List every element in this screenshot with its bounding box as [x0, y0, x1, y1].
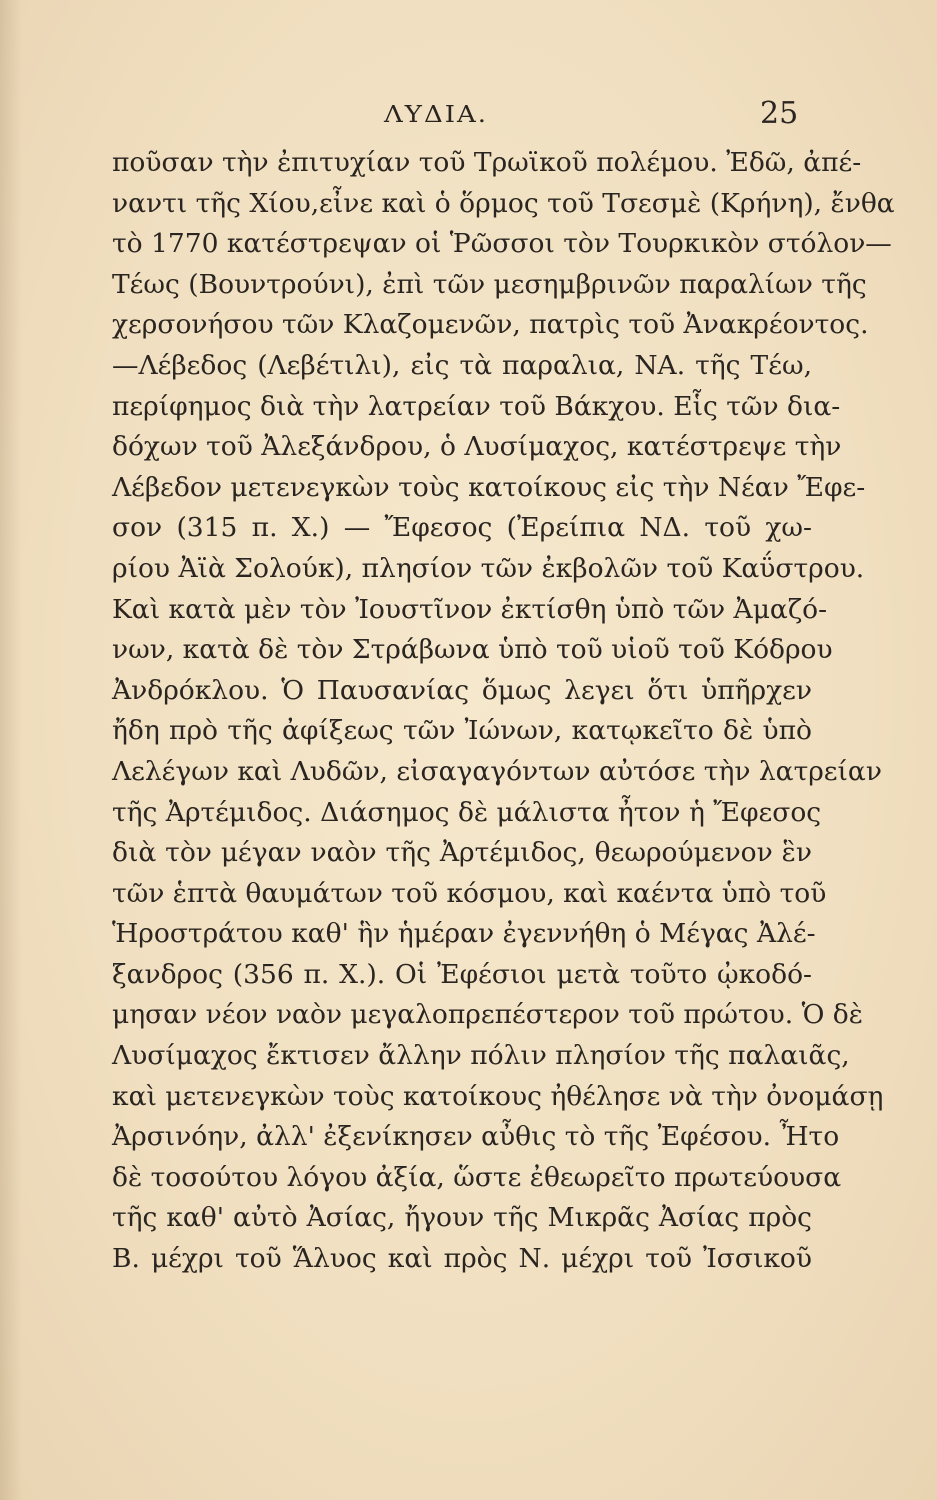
text-line: σον (315 π. Χ.) — Ἔφεσος (Ἐρείπια ΝΔ. τοῦ χω- [112, 512, 812, 544]
running-head: ΛΥΔΙΑ. [384, 101, 489, 129]
text-line: Λέβεδον μετενεγκὼν τοὺς κατοίκους εἰς τὴν Νέαν Ἔφε- [112, 471, 866, 503]
text-line: Β. μέχρι τοῦ Ἅλυος καὶ πρὸς Ν. μέχρι τοῦ Ἰσσικοῦ [112, 1243, 812, 1275]
body-text [112, 143, 895, 1280]
page-number: 25 [760, 96, 799, 131]
text-line: Λελέγων καὶ Λυδῶν, εἰσαγαγόντων αὐτόσε τὴν λατρείαν [112, 755, 882, 787]
text-line: ρίου Ἀϊὰ Σολούκ), πλησίον τῶν ἐκβολῶν τοῦ Καΰστρου. [112, 552, 865, 584]
text-line: διὰ τὸν μέγαν ναὸν τῆς Ἀρτέμιδος, θεωρούμενον ἓν [112, 837, 812, 869]
text-line: Καὶ κατὰ μὲν τὸν Ἰουστῖνον ἐκτίσθη ὑπὸ τῶν Ἀμαζό- [112, 593, 828, 625]
text-line: —Λέβεδος (Λεβέτιλι), εἰς τὰ παραλια, ΝΑ. τῆς Τέω, [112, 349, 812, 381]
text-line: νων, κατὰ δὲ τὸν Στράβωνα ὑπὸ τοῦ υἱοῦ τοῦ Κόδρου [112, 634, 833, 666]
text-line: περίφημος διὰ τὴν λατρείαν τοῦ Βάκχου. Εἷς τῶν δια- [112, 390, 841, 422]
text-line: τῶν ἑπτὰ θαυμάτων τοῦ κόσμου, καὶ καέντα ὑπὸ τοῦ [112, 877, 827, 909]
text-line: τὸ 1770 κατέστρεψαν οἱ Ῥῶσσοι τὸν Τουρκικὸν στόλον— [112, 228, 892, 260]
text-line: μησαν νέον ναὸν μεγαλοπρεπέστερον τοῦ πρώτου. Ὁ δὲ [112, 999, 863, 1031]
text-line: Ἡροστράτου καθ' ἣν ἡμέραν ἐγεννήθη ὁ Μέγας Ἀλέ- [112, 918, 816, 950]
text-line: καὶ μετενεγκὼν τοὺς κατοίκους ἠθέλησε νὰ τὴν ὀνομάσῃ [112, 1080, 884, 1112]
text-line: ξανδρος (356 π. Χ.). Οἱ Ἐφέσιοι μετὰ τοῦτο ᾠκοδό- [112, 958, 812, 990]
text-line: Τέως (Βουντρούνι), ἐπὶ τῶν μεσημβρινῶν παραλίων τῆς [112, 268, 867, 300]
text-line: δὲ τοσούτου λόγου ἀξία, ὥστε ἐθεωρεῖτο πρωτεύουσα [112, 1161, 842, 1193]
text-line: Ἀρσινόην, ἀλλ' ἐξενίκησεν αὖθις τὸ τῆς Ἐφέσου. Ἦτο [112, 1121, 840, 1153]
text-line: ναντι τῆς Χίου,εἶνε καὶ ὁ ὅρμος τοῦ Τσεσμὲ (Κρήνη), ἔνθα [112, 187, 895, 219]
text-line: Ἀνδρόκλου. Ὁ Παυσανίας ὅμως λεγει ὅτι ὑπῆρχεν [112, 674, 812, 706]
text-line: δόχων τοῦ Ἀλεξάνδρου, ὁ Λυσίμαχος, κατέστρεψε τὴν [112, 431, 842, 463]
binding-shadow [0, 0, 22, 1500]
text-line: τῆς καθ' αὐτὸ Ἀσίας, ἤγουν τῆς Μικρᾶς Ἀσίας πρὸς [112, 1202, 812, 1234]
text-line: ποῦσαν τὴν ἐπιτυχίαν τοῦ Τρωϊκοῦ πολέμου. Ἐδῶ, ἀπέ- [112, 147, 862, 178]
text-line: τῆς Ἀρτέμιδος. Διάσημος δὲ μάλιστα ἦτον ἡ Ἔφεσος [112, 796, 822, 828]
text-line: ἤδη πρὸ τῆς ἀφίξεως τῶν Ἰώνων, κατῳκεῖτο δὲ ὑπὸ [112, 715, 812, 747]
text-line: Λυσίμαχος ἔκτισεν ἄλλην πόλιν πλησίον τῆς παλαιᾶς, [112, 1040, 850, 1072]
text-line: χερσονήσου τῶν Κλαζομενῶν, πατρὶς τοῦ Ἀνακρέοντος. [112, 309, 869, 341]
